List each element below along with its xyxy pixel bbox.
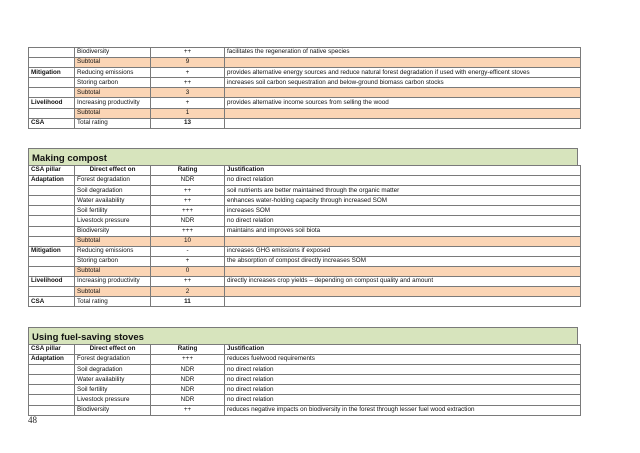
header-csa-pillar: CSA pillar: [29, 166, 75, 176]
rating-cell: +: [151, 256, 225, 266]
justification-cell: no direct relation: [225, 176, 581, 186]
justification-cell: [225, 88, 581, 98]
table-row: [29, 206, 581, 216]
justification-cell: the absorption of compost directly increases SOM: [225, 256, 581, 266]
rating-cell: 3: [151, 88, 225, 98]
justification-cell: no direct relation: [225, 385, 581, 395]
table-row: [29, 277, 581, 287]
effect-cell: Soil degradation: [75, 365, 151, 375]
subtotal-row: [29, 108, 581, 118]
rating-cell: NDR: [151, 216, 225, 226]
table-body: [29, 345, 581, 416]
rating-cell: +++: [151, 206, 225, 216]
rating-cell: ++: [151, 405, 225, 415]
table-row: [29, 355, 581, 365]
subtotal-row: [29, 266, 581, 276]
rating-cell: NDR: [151, 395, 225, 405]
effect-cell: Subtotal: [75, 88, 151, 98]
justification-cell: provides alternative income sources from selling the wood: [225, 98, 581, 108]
pillar-cell: Mitigation: [29, 246, 75, 256]
rating-cell: ++: [151, 186, 225, 196]
header-rating: Rating: [151, 166, 225, 176]
rating-cell: NDR: [151, 176, 225, 186]
rating-cell: 9: [151, 58, 225, 68]
effect-cell: Subtotal: [75, 236, 151, 246]
pillar-cell: Mitigation: [29, 68, 75, 78]
effect-cell: Reducing emissions: [75, 68, 151, 78]
pillar-cell: [29, 405, 75, 415]
section-title-making-compost: Making compost: [28, 148, 578, 165]
justification-cell: increases soil carbon sequestration and below-ground biomass carbon stocks: [225, 78, 581, 88]
section-title-fuel-saving-stoves: Using fuel-saving stoves: [28, 327, 578, 344]
effect-cell: Reducing emissions: [75, 246, 151, 256]
subtotal-row: [29, 58, 581, 68]
justification-cell: no direct relation: [225, 375, 581, 385]
pillar-cell: Livelihood: [29, 98, 75, 108]
pillar-cell: [29, 48, 75, 58]
table-row: [29, 246, 581, 256]
effect-cell: Subtotal: [75, 58, 151, 68]
table-making-compost: [28, 165, 581, 307]
effect-cell: Total rating: [75, 118, 151, 128]
effect-cell: Storing carbon: [75, 78, 151, 88]
effect-cell: Biodiversity: [75, 48, 151, 58]
pillar-cell: Adaptation: [29, 355, 75, 365]
header-justification: Justification: [225, 345, 581, 355]
effect-cell: Subtotal: [75, 287, 151, 297]
table-fuel-saving-stoves: [28, 344, 581, 416]
rating-cell: ++: [151, 48, 225, 58]
rating-cell: NDR: [151, 375, 225, 385]
justification-cell: [225, 236, 581, 246]
rating-cell: 11: [151, 297, 225, 307]
pillar-cell: Livelihood: [29, 277, 75, 287]
table-body: [29, 48, 581, 129]
effect-cell: Soil degradation: [75, 186, 151, 196]
header-direct-effect: Direct effect on: [75, 345, 151, 355]
table-header-row: [29, 166, 581, 176]
table-row: [29, 48, 581, 58]
effect-cell: Soil fertility: [75, 206, 151, 216]
effect-cell: Subtotal: [75, 108, 151, 118]
rating-cell: +++: [151, 226, 225, 236]
rating-cell: NDR: [151, 365, 225, 375]
rating-cell: +: [151, 98, 225, 108]
header-direct-effect: Direct effect on: [75, 166, 151, 176]
pillar-cell: [29, 88, 75, 98]
table-row: [29, 98, 581, 108]
justification-cell: no direct relation: [225, 395, 581, 405]
table-row: [29, 78, 581, 88]
table-header-row: [29, 345, 581, 355]
justification-cell: no direct relation: [225, 365, 581, 375]
pillar-cell: [29, 365, 75, 375]
rating-cell: 2: [151, 287, 225, 297]
rating-cell: 0: [151, 266, 225, 276]
pillar-cell: [29, 226, 75, 236]
justification-cell: [225, 108, 581, 118]
justification-cell: no direct relation: [225, 216, 581, 226]
pillar-cell: Adaptation: [29, 176, 75, 186]
effect-cell: Storing carbon: [75, 256, 151, 266]
rating-cell: 1: [151, 108, 225, 118]
subtotal-row: [29, 88, 581, 98]
justification-cell: facilitates the regeneration of native species: [225, 48, 581, 58]
effect-cell: Forest degradation: [75, 176, 151, 186]
effect-cell: Subtotal: [75, 266, 151, 276]
justification-cell: reduces negative impacts on biodiversity in the forest through lesser fuel wood extraction: [225, 405, 581, 415]
table-row: [29, 365, 581, 375]
justification-cell: directly increases crop yields – depending on compost quality and amount: [225, 277, 581, 287]
justification-cell: [225, 118, 581, 128]
justification-cell: [225, 297, 581, 307]
effect-cell: Total rating: [75, 297, 151, 307]
pillar-cell: [29, 375, 75, 385]
justification-cell: maintains and improves soil biota: [225, 226, 581, 236]
pillar-cell: [29, 287, 75, 297]
justification-cell: provides alternative energy sources and reduce natural forest degradation if used with energy-efficent stoves: [225, 68, 581, 78]
table-row: [29, 216, 581, 226]
table-row: [29, 405, 581, 415]
effect-cell: Livestock pressure: [75, 395, 151, 405]
table-row: [29, 385, 581, 395]
justification-cell: reduces fuelwood requirements: [225, 355, 581, 365]
table-row: [29, 256, 581, 266]
effect-cell: Soil fertility: [75, 385, 151, 395]
justification-cell: [225, 287, 581, 297]
header-justification: Justification: [225, 166, 581, 176]
pillar-cell: [29, 196, 75, 206]
pillar-cell: [29, 186, 75, 196]
rating-cell: 10: [151, 236, 225, 246]
rating-cell: +: [151, 68, 225, 78]
justification-cell: increases GHG emissions if exposed: [225, 246, 581, 256]
total-row: [29, 118, 581, 128]
table-row: [29, 68, 581, 78]
effect-cell: Biodiversity: [75, 405, 151, 415]
total-row: [29, 297, 581, 307]
justification-cell: increases SOM: [225, 206, 581, 216]
subtotal-row: [29, 287, 581, 297]
effect-cell: Forest degradation: [75, 355, 151, 365]
rating-cell: +++: [151, 355, 225, 365]
table-row: [29, 176, 581, 186]
rating-cell: ++: [151, 277, 225, 287]
effect-cell: Increasing productivity: [75, 98, 151, 108]
table-row: [29, 375, 581, 385]
pillar-cell: [29, 385, 75, 395]
pillar-cell: [29, 266, 75, 276]
table-row: [29, 186, 581, 196]
pillar-cell: [29, 216, 75, 226]
subtotal-row: [29, 236, 581, 246]
rating-cell: 13: [151, 118, 225, 128]
pillar-cell: [29, 256, 75, 266]
effect-cell: Water availability: [75, 196, 151, 206]
pillar-cell: [29, 58, 75, 68]
table-continued-practice: [28, 47, 581, 129]
justification-cell: soil nutrients are better maintained through the organic matter: [225, 186, 581, 196]
pillar-cell: [29, 236, 75, 246]
rating-cell: ++: [151, 196, 225, 206]
header-csa-pillar: CSA pillar: [29, 345, 75, 355]
effect-cell: Biodiversity: [75, 226, 151, 236]
effect-cell: Water availability: [75, 375, 151, 385]
table-row: [29, 226, 581, 236]
justification-cell: enhances water-holding capacity through increased SOM: [225, 196, 581, 206]
table-body: [29, 166, 581, 307]
table-row: [29, 196, 581, 206]
effect-cell: Livestock pressure: [75, 216, 151, 226]
rating-cell: ++: [151, 78, 225, 88]
pillar-cell: CSA: [29, 297, 75, 307]
rating-cell: NDR: [151, 385, 225, 395]
rating-cell: -: [151, 246, 225, 256]
header-rating: Rating: [151, 345, 225, 355]
effect-cell: Increasing productivity: [75, 277, 151, 287]
table-row: [29, 395, 581, 405]
pillar-cell: CSA: [29, 118, 75, 128]
pillar-cell: [29, 108, 75, 118]
pillar-cell: [29, 206, 75, 216]
page-number: 48: [28, 415, 37, 425]
pillar-cell: [29, 395, 75, 405]
justification-cell: [225, 58, 581, 68]
justification-cell: [225, 266, 581, 276]
pillar-cell: [29, 78, 75, 88]
